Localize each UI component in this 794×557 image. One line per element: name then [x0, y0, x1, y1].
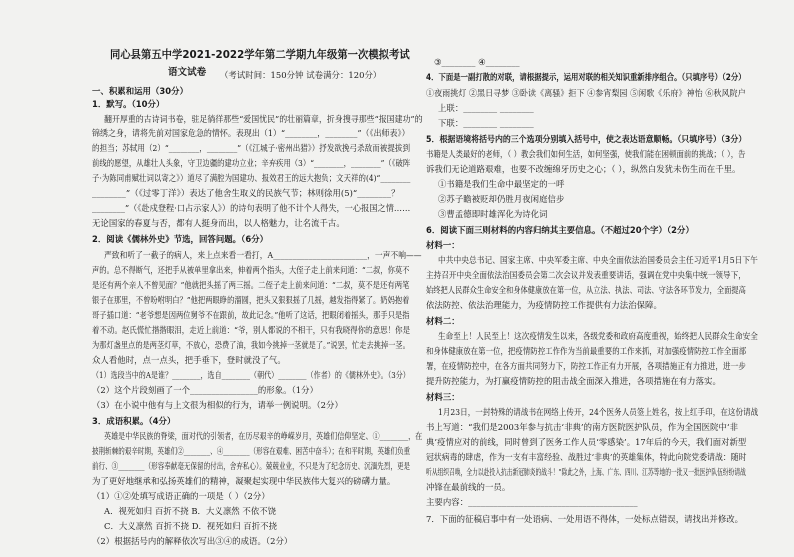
text-line: 是还有两个亲人不曾见面？”他就把头摇了两三摇。二侄子走上前来问道：“二叔，莫不是还有两笔	[92, 280, 410, 290]
text-line: ①书籍是我们生命中最坚定的一呼	[438, 179, 565, 189]
text-line: 主持召开中央全面依法治国委员会第二次会议并发表重要讲话，强调在党中央集中统一领导下，	[426, 270, 746, 280]
text-line: 为那灯盏里点的是两茎灯草，不放心，恐费了油，我如今挑掉一茎就是了。”说罢，忙走去挑掉一茎。	[92, 340, 410, 350]
exam-title: 同心县第五中学2021-2022学年第二学期九年级第一次模拟考试	[110, 49, 410, 61]
text-line: 典’疫情应对的前线，同时曾到了医务工作人员‘零感染’。17年后的今天，我们面对新型	[426, 437, 747, 447]
text-line: 和身体健康放在第一位，把疫情防控工作作为当前最重要的工作来抓，对加强疫情防控工作全面部	[426, 346, 747, 356]
text-line: 严致和听了一截子的病人，来上点来看一看打，A________________________，一声不响——	[104, 250, 422, 260]
text-line: （3）在小说中他有与上文很为相似的行为，请举一例说明。（2分）	[92, 400, 343, 410]
question-5: 5．根据语境将括号内的三个选项分别填入括号中，使之表达语意顺畅。（只填序号）（3分）	[426, 134, 747, 144]
text-line: 声的。总不得断气，还把手从被单里拿出来，伸着两个指头，大侄子走上前来问道：“二叔，你莫不	[92, 265, 410, 275]
text-line: 书籍是人类最好的老师，（ ）教会我们如何生活，如何坚强，使我们能在困顿面前的挑战；（ ），告	[426, 149, 746, 159]
text-line: （2）这个片段刻画了一个________________的形象。（1分）	[92, 385, 319, 395]
question-4: 4．下面是一副打散的对联，请根据提示，运用对联的相关知识重新排序组合。（只填序号）（2分）	[426, 72, 746, 82]
text-line: 的担当；苏轼用（2）“________，________”（《江城子·密州出猎》）抒发欲挽弓杀敌而被提拔到	[92, 143, 411, 153]
text-line: 哥子插口道：“老爷想是因两位舅爷不在跟前，故此记念。”他听了这话，把眼闭着摇头，那手只是指	[92, 310, 410, 320]
subject-title: 语文试卷	[168, 67, 207, 78]
question-1: 1．默写。（10分）	[92, 99, 165, 109]
text-line: ①夜雨挑灯 ②黑日寻梦 ③卧读《离骚》拒下 ④参宵梨园 ⑤闲歌《乐府》神怡 ⑥秋风院户	[426, 88, 746, 98]
text-line: ③曹孟德即时雄浑化为诗化词	[438, 209, 548, 219]
text-line: 生命至上！人民至上！这次疫情发生以来，各级党委和政府高度重视，始终把人民群众生命安全	[438, 331, 758, 341]
text-line: 书上写道：“我们是2003年参与抗击‘非典’的南方医院医护队员，作为全国医院中‘非	[426, 422, 739, 432]
option-line: C．大义凛然 百折不挠 D．视死如归 百折不挠	[104, 521, 278, 531]
text-line: 中共中央总书记、国家主席、中央军委主席、中央全面依法治国委员会主任习近平1月5日下午	[438, 255, 758, 265]
text-line: 银子在那里，不曾吩咐明白？”他把两眼睁的溜圆，把头又狠狠摇了几摇，越发指得紧了。奶妈抱着	[92, 295, 410, 305]
text-line: 披荆斩棘的艰辛时期，英雄们②________、④________（形容在艰难、困苦中奋斗）；在和平时期，英雄们负重	[92, 446, 411, 456]
text-line: ③________ ④________	[434, 57, 520, 67]
text-line: 主要内容：________________________________________	[426, 497, 638, 507]
text-line: 英雄是中华民族的脊梁，面对代的引领者，在历尽艰辛的峥嵘岁月，英雄们信仰坚定、①________，在	[104, 431, 423, 441]
text-line: 冠状病毒的肆虐，作为一支有丰富经验、战胜过‘非典’的英雄集体，特此向院党委请战：随时	[426, 452, 747, 462]
text-line: ________”（《赴戍登程·口占示家人》）的诗句表明了他不计个人得失，一心报国之情……	[92, 203, 411, 213]
question-2: 2．阅读《儒林外史》节选，回答问题。（6分）	[92, 234, 269, 244]
text-line: 众人看他时，点一点头，把手垂下，登时就没了气。	[92, 355, 286, 365]
text-line: 前线的愿望，从雄壮人头象，守卫边疆的建功立业；辛弃疾用（3）“________，________”（《破阵	[92, 158, 411, 168]
text-line: 下联：________ ________	[438, 118, 534, 128]
text-line: 依法防控、依法治理能力，为疫情防控工作提供有力法治保障。	[426, 300, 662, 310]
material-heading: 材料三：	[426, 392, 460, 402]
text-line: 为了更好地继承和弘扬英雄们的精神，凝聚起实现中华民族伟大复兴的磅礴力量。	[92, 476, 396, 486]
section-heading: 一、积累和运用（30分）	[92, 86, 189, 96]
text-line: 冲锋在最前线的一员。	[426, 482, 511, 492]
text-line: 子·为陈同甫赋壮词以寄之》）道尽了满腔为国建功、报效君王的远大抱负；文天祥的(4)“________	[92, 173, 411, 183]
text-line: 署，在疫情防控中，在各方面共同努力下，防控工作正有力开展，各项措施正有力推进，进一步	[426, 361, 746, 371]
option-line: A．视死如归 百折不挠 B．大义凛然 不依不饶	[104, 506, 277, 516]
text-line: 着不动。赵氏慌忙揩揩眼泪，走近上前道：“爷，别人都说的不相干，只有我晓得你的意思！你是	[92, 325, 411, 335]
text-line: 锦绣之身，请将先前对国家危急的情怀。表现出（1）“________，________”（《出师表》）	[92, 128, 410, 138]
text-line: 1月23日，一封特殊的请战书在网络上传开，24个医务人员签上姓名，按上红手印，在这份请战	[438, 407, 759, 417]
text-line: （1）①②处填写成语正确的一项是（ ）（2分）	[92, 491, 270, 501]
question-3: 3．成语积累。（4分）	[92, 416, 176, 426]
text-line: （2）根据括号内的解释依次写出③④的成语。（2分）	[92, 536, 293, 546]
text-line: 提升防控能力，为打赢疫情防控的阻击战全面深入推进，各项措施在有力落实。	[426, 376, 721, 386]
text-line: 始终把人民群众生命安全和身体健康放在第一位，从立法、执法、司法、守法各环节发力，全面提高	[426, 285, 746, 295]
text-line: 诉我们无论道路艰难，也要不改缠绵牙历史之心；（ ），纵然白发犹未伤生而在千里。	[426, 164, 741, 174]
material-heading: 材料二：	[426, 316, 460, 326]
text-line: 前行、③________（形容奉献毫无保留的付出，舍弃私心）。兢兢业业，不只是为了纪念历史、沉湎先烈，更是	[92, 461, 411, 471]
text-line: ②苏子瞻被贬却仍胜月夜闲庭信步	[438, 194, 565, 204]
text-line: 听从组织召唤，全力以赴投入抗击新冠肺炎的战斗！”除此之外，上海、广东、四川、江苏等地的一批又一批医护队伍纷纷请战	[426, 467, 746, 477]
text-line: 上联：________ ________	[438, 103, 534, 113]
text-line: ________”（《过零丁洋》）表达了他舍生取义的民族气节；林则徐用(5)“________？	[92, 188, 400, 198]
exam-meta: （考试时间：150分钟 试卷满分：120分）	[220, 70, 382, 80]
answer-line: 7．下面的征稿启事中有一处语病、一处用语不得体，一处标点错误，请找出并修改。	[426, 514, 744, 524]
text-line: （1）选段当中的A是谁？________，选自________（朝代）________（作者）的《儒林外史》。（3分）	[92, 370, 410, 380]
material-heading: 材料一：	[426, 240, 460, 250]
text-line: 无论国家的春夏与否，都有人挺身而出，以人格魅力，让名流千古。	[92, 218, 345, 228]
text-line: 翻开厚重的古诗词书卷，驻足徜徉那些“爱国忧民”的壮丽篇章，折身搜寻那些“报国建功”的	[104, 114, 423, 124]
question-6: 6．阅读下面三则材料的内容归纳其主要信息。（不超过20个字）（2分）	[426, 225, 694, 235]
